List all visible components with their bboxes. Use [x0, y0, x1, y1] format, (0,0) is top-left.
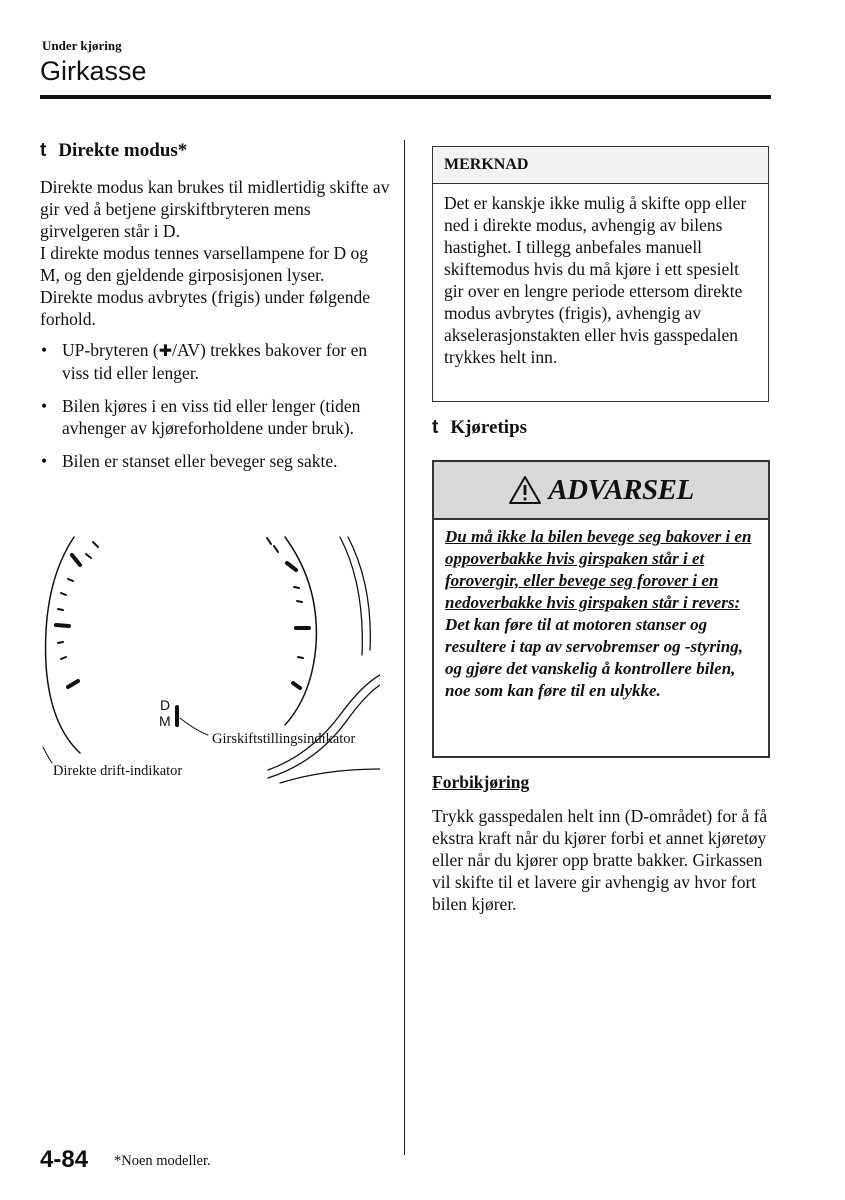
instrument-cluster-figure: [40, 525, 380, 795]
warning-header: [434, 462, 768, 520]
heading-bullet-icon: t: [40, 140, 47, 161]
page-number: 4-84: [40, 1146, 89, 1173]
overtaking-text: Trykk gasspedalen helt inn (D-området) for å få ekstra kraft når du kjører forbi et annet kjøretøy eller når du kjører opp bratte bakker. Girkassen vil skifte til et lavere gir avhengig av hvor fort bilen kjører.: [432, 806, 768, 914]
gear-d-indicator: D: [160, 697, 171, 713]
gear-m-indicator: M: [159, 713, 171, 729]
driving-tips-heading-text: Kjøretips: [450, 417, 528, 438]
direct-mode-body: [40, 176, 390, 483]
page-title: Girkasse: [40, 56, 147, 86]
note-title: MERKNAD: [433, 147, 768, 184]
title-rule: [40, 95, 771, 99]
direct-drive-indicator-label: Direkte drift-indikator: [53, 763, 183, 779]
warning-consequence-text: Det kan føre til at motoren stanser og resultere i tap av servobremser og -styring, og gjøre det vanskelig å kontrollere bilen, noe som kan føre til en ulykke.: [445, 615, 743, 700]
heading-bullet-icon: t: [432, 417, 439, 438]
driving-tips-heading: [432, 417, 527, 439]
footnote: *Noen modeller.: [114, 1153, 211, 1169]
gauge-illustration: [40, 525, 380, 795]
direct-mode-heading-text: Direkte modus*: [58, 140, 188, 161]
paragraph: Direkte modus avbrytes (frigis) under følgende forhold.: [40, 287, 370, 329]
paragraph: Direkte modus kan brukes til midlertidig skifte av gir ved å betjene girskiftbryteren mens girvelgeren står i D.: [40, 177, 390, 241]
plus-icon: ✚: [158, 341, 173, 360]
note-text: Det er kanskje ikke mulig å skifte opp eller ned i direkte modus, avhengig av bilens hastighet. I tillegg anbefales manuell skiftemodus hvis du må kjøre i ett spesielt gir over en lengre periode ettersom direkte modus avbrytes (frigis), avhengig av akselerasjonstakten eller hvis gasspedalen trykkes helt inn.: [444, 193, 747, 367]
column-divider: [404, 140, 405, 1155]
direct-mode-heading: [40, 140, 187, 162]
overtaking-heading: Forbikjøring: [432, 772, 530, 792]
list-item: • UP-bryteren (✚/AV) trekkes bakover for en viss tid eller lenger.: [40, 339, 390, 384]
warning-text: [434, 520, 768, 702]
gear-position-indicator-label: Girskiftstillingsindikator: [212, 731, 356, 747]
list-item: • Bilen er stanset eller beveger seg sakte.: [40, 450, 390, 472]
warning-triangle-icon: [508, 475, 542, 505]
cancel-conditions-list: [40, 339, 390, 472]
list-item: • Bilen kjøres i en viss tid eller lenger (tiden avhenger av kjøreforholdene under bruk).: [40, 395, 390, 439]
warning-box: [432, 460, 770, 758]
warning-title: ADVARSEL: [548, 473, 694, 506]
note-box: [432, 146, 769, 402]
section-label: Under kjøring: [42, 38, 122, 53]
paragraph: I direkte modus tennes varsellampene for D og M, og den gjeldende girposisjonen lyser.: [40, 243, 369, 285]
warning-underlined-text: Du må ikke la bilen bevege seg bakover i en oppoverbakke hvis girspaken står i et forovergir, eller bevege seg forover i en nedoverbakke hvis girspaken står i revers:: [445, 527, 752, 612]
